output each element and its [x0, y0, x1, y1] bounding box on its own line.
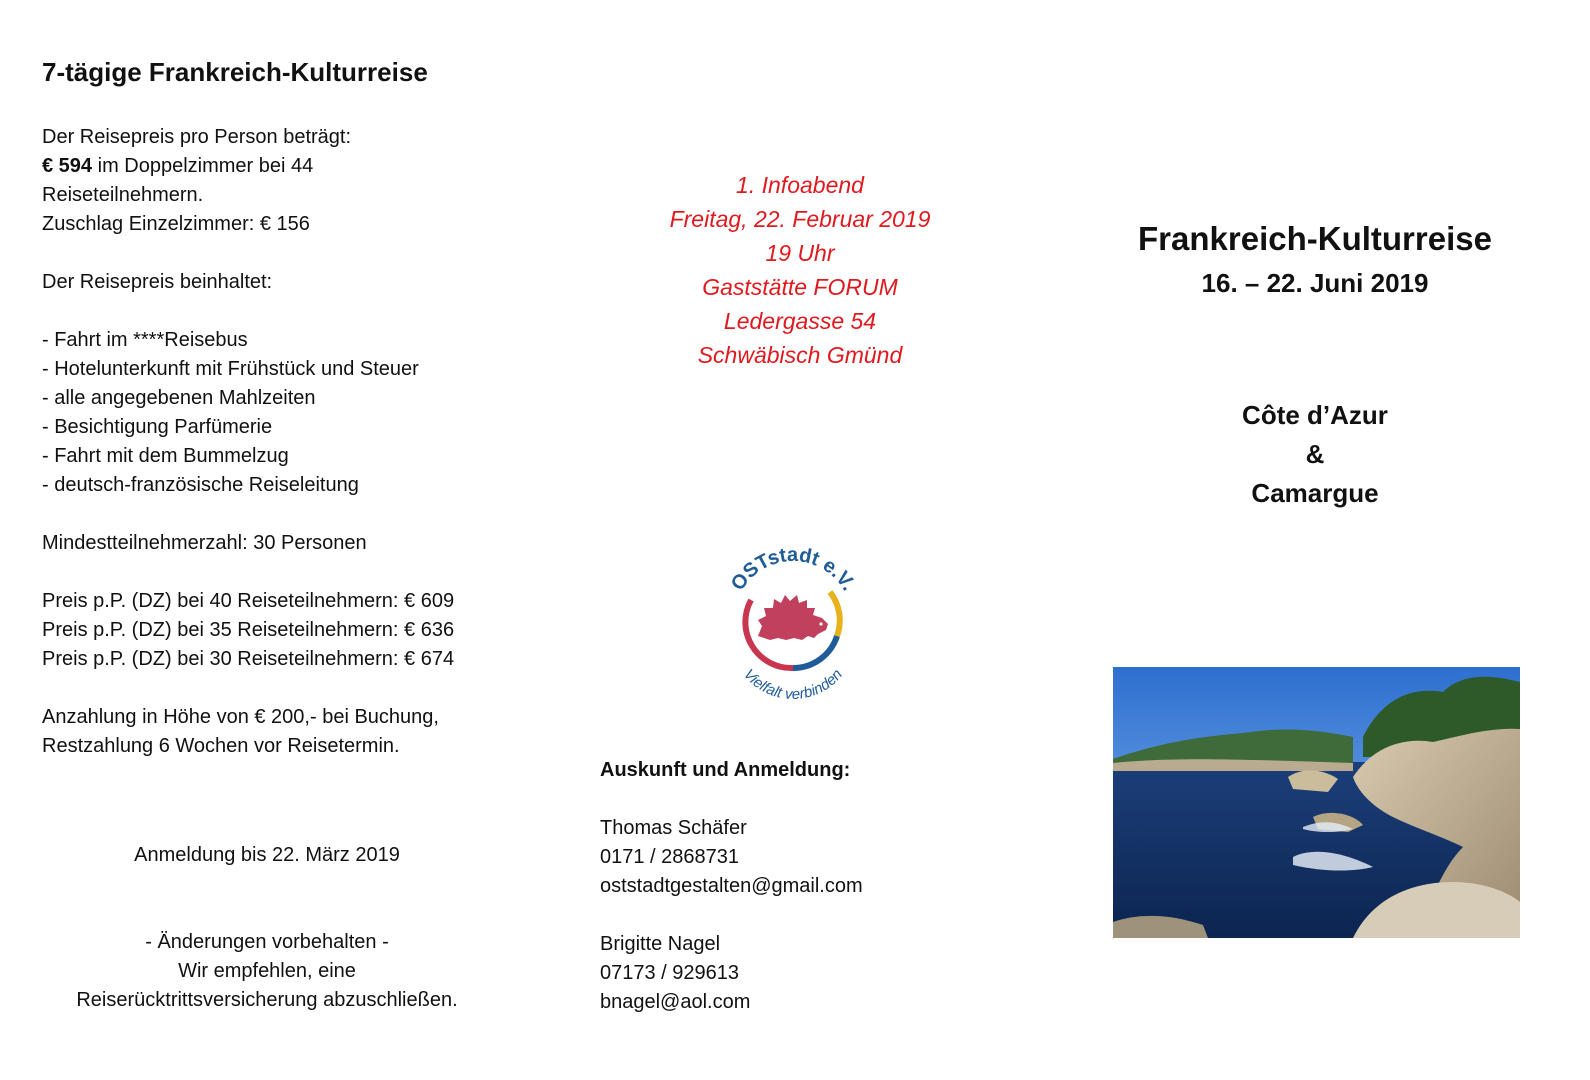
logo-top-text: OSTstadt e.V.: [726, 543, 860, 595]
deadline-text: Anmeldung bis 22. März 2019: [134, 844, 400, 866]
coast-photo: [1113, 667, 1520, 938]
contact-phone: 0171 / 2868731: [600, 846, 740, 868]
notice-line-1: - Änderungen vorbehalten -: [145, 931, 389, 953]
price-tier: Preis p.P. (DZ) bei 30 Reiseteilnehmern: € 674: [42, 648, 455, 670]
infoabend-line: Schwäbisch Gmünd: [697, 342, 903, 368]
price-tier: Preis p.P. (DZ) bei 35 Reiseteilnehmern: € 636: [42, 619, 455, 641]
ampersand: &: [1305, 439, 1325, 469]
region-1: Côte d’Azur: [1242, 400, 1388, 430]
price-line-3: Reiseteilnehmern.: [42, 184, 204, 206]
deposit-line-2: Restzahlung 6 Wochen vor Reisetermin.: [42, 735, 400, 757]
price-intro: Der Reisepreis pro Person beträgt:: [42, 126, 352, 148]
infoabend-line: Gaststätte FORUM: [702, 274, 898, 300]
includes-heading: Der Reisepreis beinhaltet:: [42, 271, 273, 293]
hedgehog-icon: [758, 595, 828, 640]
ring-yellow-segment: [830, 592, 840, 636]
notice-line-2: Wir empfehlen, eine: [178, 960, 356, 982]
list-item: - deutsch-französische Reiseleitung: [42, 474, 359, 496]
min-participants: Mindestteilnehmerzahl: 30 Personen: [42, 532, 367, 554]
price-amount: € 594: [42, 155, 93, 177]
oststadt-logo: [718, 540, 868, 700]
contact-name: Thomas Schäfer: [600, 817, 747, 839]
logo-bottom-text: Vielfalt verbinden: [740, 665, 846, 700]
infoabend-line: 19 Uhr: [765, 240, 835, 266]
single-room-surcharge: Zuschlag Einzelzimmer: € 156: [42, 213, 310, 235]
contact-phone: 07173 / 929613: [600, 962, 740, 984]
infoabend-line: 1. Infoabend: [736, 172, 864, 198]
price-tier: Preis p.P. (DZ) bei 40 Reiseteilnehmern: € 609: [42, 590, 455, 612]
cover-dates: 16. – 22. Juni 2019: [1201, 268, 1429, 298]
list-item: - alle angegebenen Mahlzeiten: [42, 387, 316, 409]
list-item: - Hotelunterkunft mit Frühstück und Steuer: [42, 358, 419, 380]
ring-blue-segment: [793, 636, 837, 668]
coast-photo-graphic: [1113, 667, 1520, 938]
notice-block: [42, 928, 492, 1015]
registration-deadline: [42, 841, 492, 870]
contact-email: bnagel@aol.com: [600, 991, 751, 1013]
list-item: - Fahrt mit dem Bummelzug: [42, 445, 289, 467]
region-block: [1110, 396, 1520, 513]
contact-name: Brigitte Nagel: [600, 933, 721, 955]
oststadt-logo-graphic: [718, 540, 868, 700]
contact-email: oststadtgestalten@gmail.com: [600, 875, 863, 897]
list-item: - Fahrt im ****Reisebus: [42, 329, 248, 351]
infoabend-line: Ledergasse 54: [723, 308, 877, 334]
notice-line-3: Reiserücktrittsversicherung abzuschließen.: [76, 989, 458, 1011]
trip-title: 7-tägige Frankreich-Kulturreise: [42, 57, 428, 87]
cover-title-block: [1110, 217, 1520, 305]
cover-title: Frankreich-Kulturreise: [1138, 220, 1492, 257]
price-line: [42, 152, 562, 181]
left-panel: [42, 55, 562, 761]
list-item: - Besichtigung Parfümerie: [42, 416, 273, 438]
infoabend-block: [580, 168, 1020, 372]
contact-heading: Auskunft und Anmeldung:: [600, 759, 851, 781]
contact-block: [600, 756, 1000, 1017]
price-rest: im Doppelzimmer bei 44: [92, 155, 314, 177]
deposit-line-1: Anzahlung in Höhe von € 200,- bei Buchung,: [42, 706, 439, 728]
includes-list: [42, 326, 562, 500]
region-2: Camargue: [1251, 478, 1379, 508]
infoabend-line: Freitag, 22. Februar 2019: [669, 206, 931, 232]
